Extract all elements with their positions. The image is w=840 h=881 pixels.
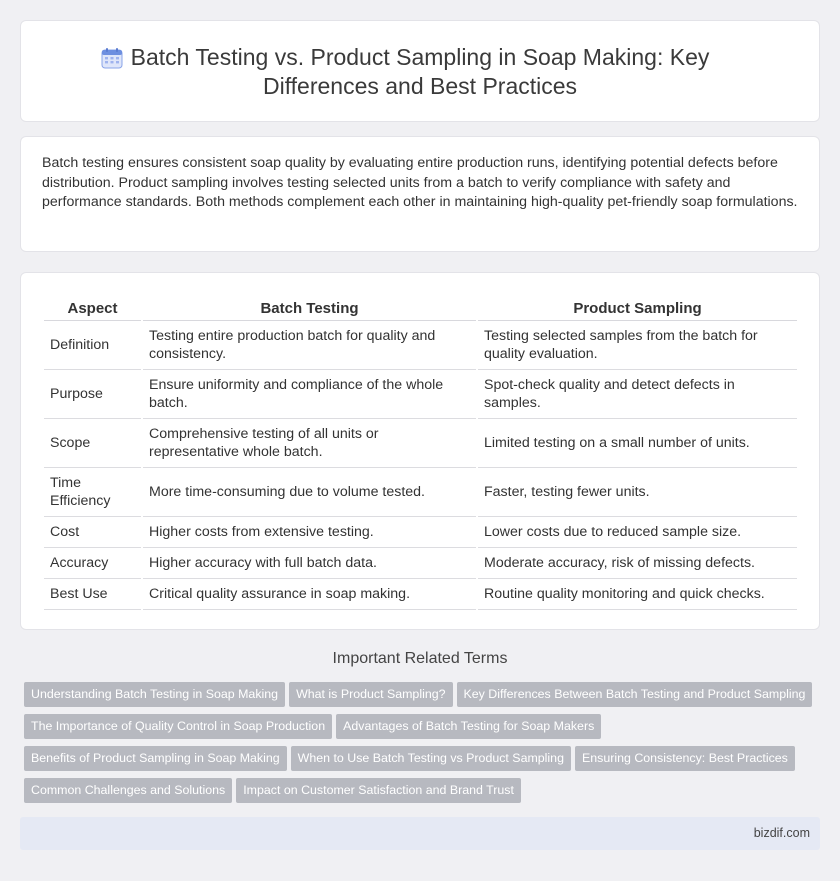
aspect-cell: Purpose — [44, 370, 141, 419]
batch-cell: Testing entire production batch for quality and consistency. — [143, 321, 476, 370]
tag-row — [24, 778, 824, 810]
batch-cell: More time-consuming due to volume tested. — [143, 468, 476, 517]
table-row — [44, 468, 797, 517]
related-term-tag[interactable]: Understanding Batch Testing in Soap Making — [24, 682, 285, 707]
aspect-cell: Scope — [44, 419, 141, 468]
related-term-tag[interactable]: Impact on Customer Satisfaction and Brand Trust — [236, 778, 521, 803]
footer-site-link[interactable]: bizdif.com — [753, 826, 810, 840]
batch-cell: Comprehensive testing of all units or representative whole batch. — [143, 419, 476, 468]
related-term-tag[interactable]: Key Differences Between Batch Testing and Product Sampling — [457, 682, 813, 707]
related-term-tag[interactable]: When to Use Batch Testing vs Product Sampling — [291, 746, 571, 771]
sampling-cell: Spot-check quality and detect defects in samples. — [478, 370, 797, 419]
aspect-cell: Definition — [44, 321, 141, 370]
comparison-table — [42, 293, 799, 610]
related-term-tag[interactable]: What is Product Sampling? — [289, 682, 452, 707]
intro-card — [20, 136, 820, 252]
aspect-cell: Cost — [44, 517, 141, 548]
intro-paragraph: Batch testing ensures consistent soap quality by evaluating entire production runs, identifying potential defects before distribution. Product sampling involves testing selected units from a batch to verify compliance with safety and performance standards. Both methods complement each other in maintaining high-quality pet-friendly soap formulations. — [42, 155, 798, 210]
table-row — [44, 370, 797, 419]
sampling-cell: Lower costs due to reduced sample size. — [478, 517, 797, 548]
header-aspect: Aspect — [44, 293, 141, 321]
aspect-cell: Time Efficiency — [44, 468, 141, 517]
table-row — [44, 517, 797, 548]
related-term-tag[interactable]: Advantages of Batch Testing for Soap Makers — [336, 714, 601, 739]
header-batch-testing: Batch Testing — [143, 293, 476, 321]
sampling-cell: Moderate accuracy, risk of missing defects. — [478, 548, 797, 579]
table-row — [44, 548, 797, 579]
header-product-sampling: Product Sampling — [478, 293, 797, 321]
sampling-cell: Routine quality monitoring and quick checks. — [478, 579, 797, 610]
table-row — [44, 579, 797, 610]
sampling-cell: Faster, testing fewer units. — [478, 468, 797, 517]
aspect-cell: Best Use — [44, 579, 141, 610]
batch-cell: Higher costs from extensive testing. — [143, 517, 476, 548]
table-row — [44, 419, 797, 468]
batch-cell: Critical quality assurance in soap making. — [143, 579, 476, 610]
related-terms-tags — [24, 682, 824, 810]
footer — [20, 817, 820, 850]
sampling-cell: Limited testing on a small number of units. — [478, 419, 797, 468]
related-term-tag[interactable]: Ensuring Consistency: Best Practices — [575, 746, 795, 771]
related-term-tag[interactable]: Benefits of Product Sampling in Soap Making — [24, 746, 287, 771]
tag-row — [24, 714, 824, 746]
related-term-tag[interactable]: Common Challenges and Solutions — [24, 778, 232, 803]
related-term-tag[interactable]: The Importance of Quality Control in Soap Production — [24, 714, 332, 739]
tag-row — [24, 682, 824, 714]
batch-cell: Higher accuracy with full batch data. — [143, 548, 476, 579]
header-card — [20, 20, 820, 122]
related-terms-title: Important Related Terms — [332, 650, 508, 667]
sampling-cell: Testing selected samples from the batch for quality evaluation. — [478, 321, 797, 370]
tag-row — [24, 746, 824, 778]
table-header-row — [44, 293, 797, 321]
page-title: Batch Testing vs. Product Sampling in Soap Making: Key Differences and Best Practices — [130, 44, 710, 99]
table-row — [44, 321, 797, 370]
batch-cell: Ensure uniformity and compliance of the whole batch. — [143, 370, 476, 419]
comparison-card — [20, 272, 820, 630]
aspect-cell: Accuracy — [44, 548, 141, 579]
